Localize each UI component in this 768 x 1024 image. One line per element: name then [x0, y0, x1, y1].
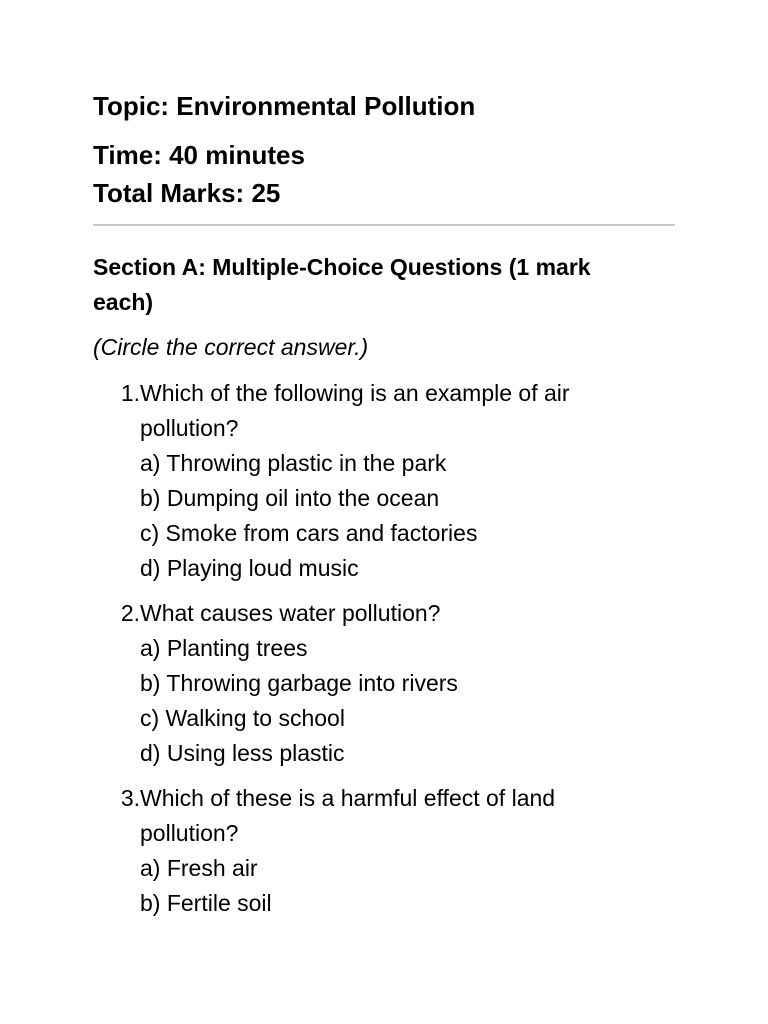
answer-option[interactable]: c) Smoke from cars and factories	[140, 520, 478, 546]
answer-option[interactable]: a) Fresh air	[140, 855, 258, 881]
answer-option[interactable]: b) Fertile soil	[140, 890, 272, 916]
answer-option[interactable]: d) Playing loud music	[140, 555, 359, 581]
answer-option[interactable]: c) Walking to school	[140, 705, 345, 731]
question-number: 3.	[120, 785, 140, 811]
answer-option[interactable]: a) Planting trees	[140, 635, 308, 661]
total-marks-label: Total Marks: 25	[93, 178, 281, 208]
answer-option[interactable]: d) Using less plastic	[140, 740, 345, 766]
question-list	[93, 376, 674, 921]
question-body	[140, 596, 640, 771]
question-number: 2.	[120, 600, 140, 626]
question-body	[140, 376, 640, 586]
divider	[93, 224, 675, 226]
section-a-title: Section A: Multiple-Choice Questions (1 mark each)	[93, 254, 591, 315]
question-3	[93, 781, 674, 921]
question-1	[93, 376, 674, 586]
question-text: Which of these is a harmful effect of land pollution?	[140, 785, 556, 846]
question-2	[93, 596, 674, 771]
question-number: 1.	[120, 380, 140, 406]
answer-option[interactable]: b) Dumping oil into the ocean	[140, 485, 440, 511]
answer-option[interactable]: a) Throwing plastic in the park	[140, 450, 447, 476]
question-text: What causes water pollution?	[140, 600, 441, 626]
question-text: Which of the following is an example of air pollution?	[140, 380, 570, 441]
question-body	[140, 781, 640, 921]
section-a-instruction: (Circle the correct answer.)	[93, 334, 369, 360]
topic-heading: Topic: Environmental Pollution	[93, 91, 476, 121]
answer-option[interactable]: b) Throwing garbage into rivers	[140, 670, 458, 696]
exam-meta	[93, 136, 674, 212]
time-label: Time: 40 minutes	[93, 140, 305, 170]
